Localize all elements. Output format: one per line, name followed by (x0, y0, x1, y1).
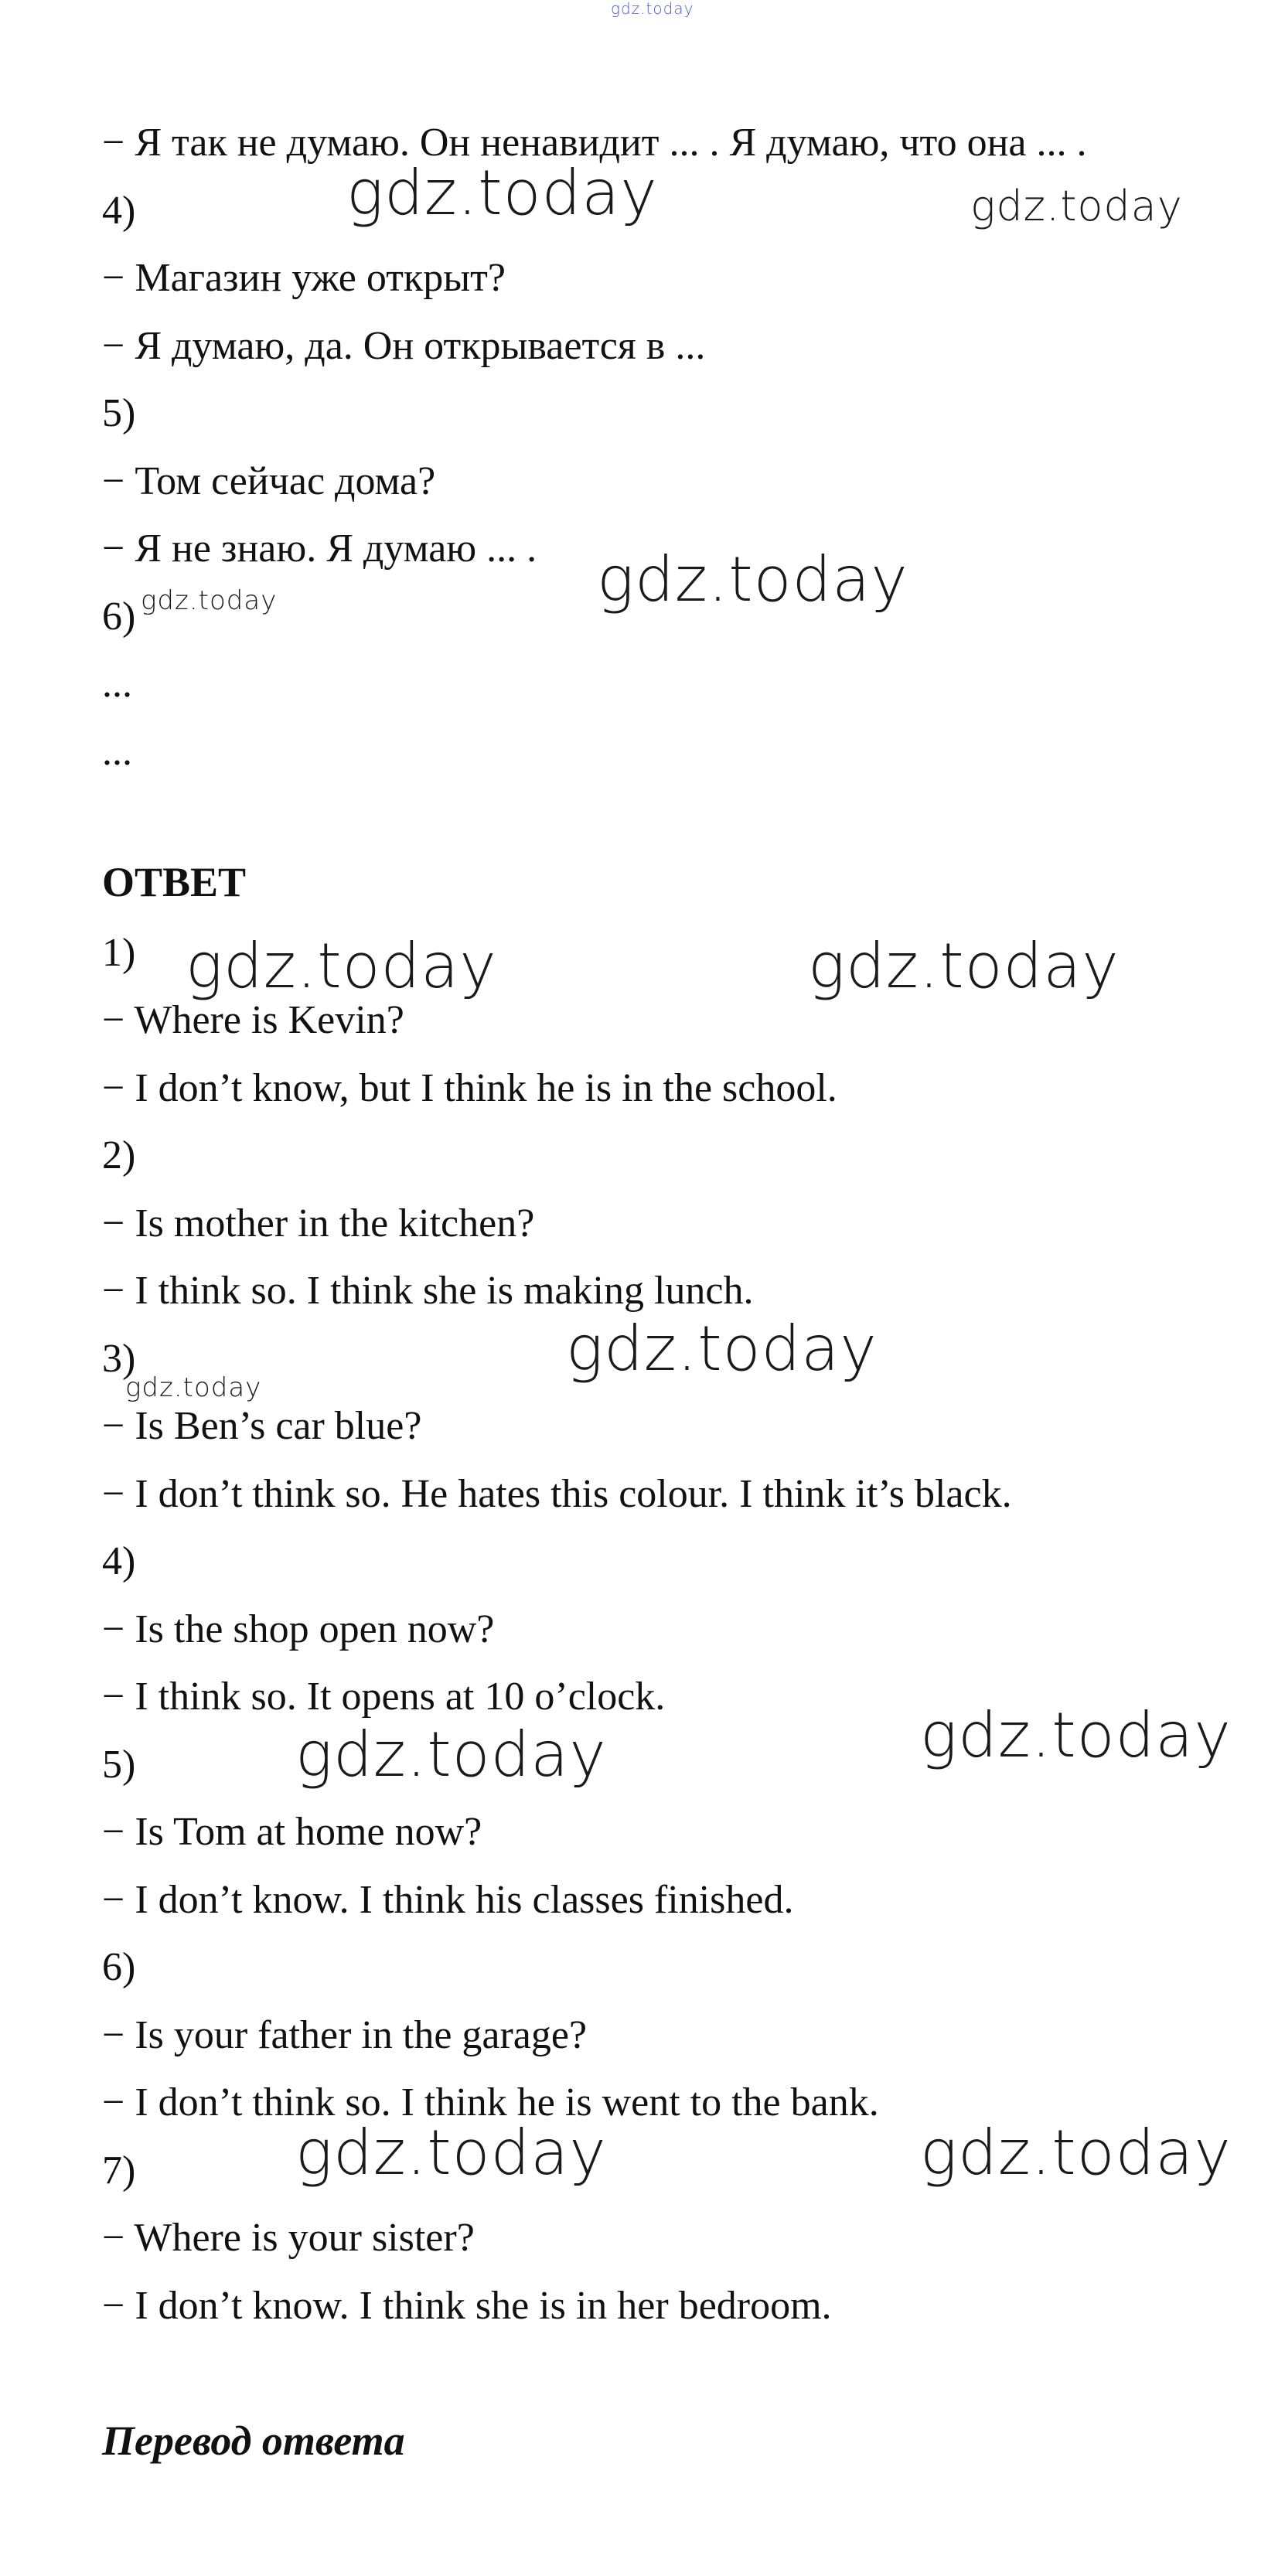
answer-heading: ОТВЕТ (102, 859, 247, 905)
answer-reply: − I think so. I think she is making lunch. (102, 1269, 754, 1313)
answer-question: − Is mother in the kitchen? (102, 1201, 535, 1245)
watermark: gdz.today (566, 1313, 878, 1385)
answer-reply: − I think so. It opens at 10 o’clock. (102, 1675, 666, 1719)
answer-question: − Where is Kevin? (102, 998, 404, 1042)
watermark: gdz.today (295, 1719, 607, 1791)
answer-question: − Is Ben’s car blue? (102, 1404, 422, 1448)
watermark: gdz.today (141, 585, 278, 616)
item-number: 3) (102, 1337, 136, 1381)
watermark: gdz.today (125, 1372, 262, 1403)
answer-question: − Is your father in the garage? (102, 2013, 588, 2057)
item-number: 5) (102, 391, 136, 435)
answer-question: − Is Tom at home now? (102, 1810, 482, 1854)
item-number: 4) (102, 189, 136, 233)
answer-reply: − I don’t think so. I think he is went to the bank. (102, 2080, 879, 2125)
item-number: 5) (102, 1743, 136, 1787)
answer-reply: − I don’t know, but I think he is in the school. (102, 1066, 837, 1110)
watermark: gdz.today (295, 2117, 607, 2189)
answer-reply: − I don’t know. I think she is in her bedroom. (102, 2284, 832, 2328)
item-number: 7) (102, 2148, 136, 2193)
translation-heading: Перевод ответа (102, 2418, 405, 2464)
item-number: 6) (102, 1945, 136, 1989)
text-line: − Магазин уже открыт? (102, 256, 506, 300)
watermark: gdz.today (920, 1699, 1232, 1771)
watermark: gdz.today (611, 0, 694, 18)
item-number: 6) (102, 595, 136, 639)
answer-question: − Is the shop open now? (102, 1607, 495, 1651)
text-line: − Том сейчас дома? (102, 459, 436, 503)
text-line: − Я думаю, да. Он открывается в ... (102, 324, 706, 368)
text-line: ... (102, 730, 132, 774)
text-line: − Я не знаю. Я думаю ... . (102, 526, 537, 571)
item-number: 2) (102, 1133, 136, 1177)
item-number: 4) (102, 1539, 136, 1583)
answer-reply: − I don’t think so. He hates this colour. I think it’s black. (102, 1472, 1012, 1516)
watermark: gdz.today (346, 157, 658, 229)
text-line: ... (102, 662, 132, 706)
watermark: gdz.today (186, 930, 497, 1002)
watermark: gdz.today (920, 2117, 1232, 2189)
answer-reply: − I don’t know. I think his classes finished. (102, 1878, 794, 1922)
watermark: gdz.today (970, 182, 1183, 230)
answer-question: − Where is your sister? (102, 2216, 475, 2260)
watermark: gdz.today (808, 930, 1120, 1002)
item-number: 1) (102, 931, 136, 975)
watermark: gdz.today (597, 543, 908, 615)
text-line: − Я так не думаю. Он ненавидит ... . Я думаю, что она ... . (102, 121, 1087, 165)
